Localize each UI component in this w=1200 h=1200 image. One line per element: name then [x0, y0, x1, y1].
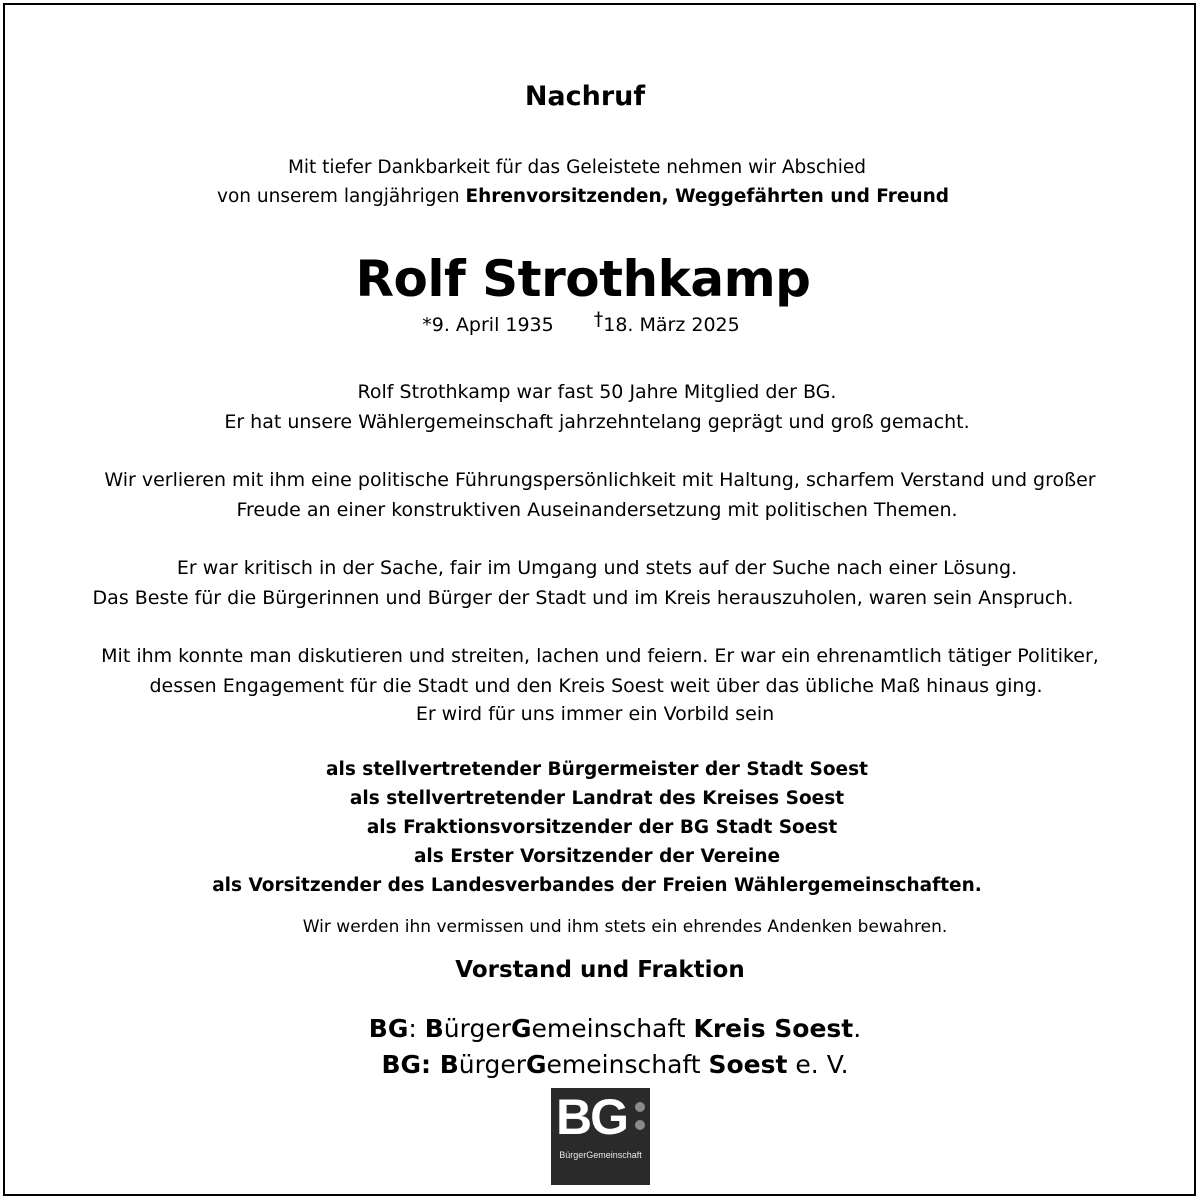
org-stadt-part: emeinschaft: [546, 1050, 709, 1079]
org-kreis-part: emeinschaft: [531, 1014, 694, 1043]
intro-line-1: Mit tiefer Dankbarkeit für das Geleistete nehmen wir Abschied: [287, 157, 867, 178]
paragraph-4-line-3: Er wird für uns immer ein Vorbild sein: [415, 703, 775, 725]
intro-line-2-plain: von unserem langjährigen: [217, 186, 466, 207]
intro-line-2: [0, 186, 1183, 208]
org-stadt-soest: [15, 1050, 1200, 1080]
life-dates: [0, 308, 1181, 337]
org-kreis-part: Kreis Soest: [693, 1014, 854, 1043]
paragraph-3-line-1: Er war kritisch in der Sache, fair im Umgang und stets auf der Suche nach einer Lösung.: [176, 557, 1018, 579]
org-kreis-part: G: [511, 1014, 532, 1043]
colon-dots-icon: [635, 1102, 645, 1132]
paragraph-1-line-1: Rolf Strothkamp war fast 50 Jahre Mitglied der BG.: [357, 381, 837, 403]
role-item: als stellvertretender Bürgermeister der Stadt Soest: [326, 759, 868, 780]
role-item: als Vorsitzender des Landesverbandes der Freien Wählergemeinschaften.: [212, 875, 982, 896]
bg-logo-mark: BG: [556, 1089, 627, 1145]
deceased-name: Rolf Strothkamp: [355, 250, 811, 308]
org-stadt-part: G: [526, 1050, 547, 1079]
paragraph-4-line-1: Mit ihm konnte man diskutieren und streiten, lachen und feiern. Er war ein ehrenamtlich tätiger Politiker,: [101, 645, 1099, 667]
paragraph-4-line-2: dessen Engagement für die Stadt und den Kreis Soest weit über das übliche Maß hinaus ging.: [149, 675, 1043, 697]
org-kreis-part: B: [424, 1014, 444, 1043]
intro-line-2-bold: Ehrenvorsitzenden, Weggefährten und Freund: [465, 186, 949, 207]
org-kreis-part: BG: [368, 1014, 409, 1043]
org-stadt-part: BG:: [381, 1050, 440, 1079]
org-kreis-soest: [15, 1014, 1200, 1044]
org-stadt-part: ürger: [458, 1050, 527, 1079]
org-stadt-part: B: [439, 1050, 459, 1079]
cross-icon: †: [593, 308, 604, 330]
org-stadt-part: Soest: [708, 1050, 788, 1079]
closing-line: Wir werden ihn vermissen und ihm stets ein ehrendes Andenken bewahren.: [302, 917, 948, 937]
role-item: als stellvertretender Landrat des Kreises Soest: [349, 788, 845, 809]
bg-logo: [551, 1088, 650, 1185]
org-kreis-part: .: [853, 1014, 862, 1043]
bg-logo-subtitle: BürgerGemeinschaft: [559, 1150, 642, 1160]
paragraph-3-line-2: Das Beste für die Bürgerinnen und Bürger der Stadt und im Kreis herauszuholen, waren sein Anspruch.: [92, 587, 1074, 609]
paragraph-2-line-2: Freude an einer konstruktiven Auseinandersetzung mit politischen Themen.: [236, 499, 958, 521]
org-stadt-part: e. V.: [787, 1050, 849, 1079]
paragraph-2-line-1: Wir verlieren mit ihm eine politische Führungspersönlichkeit mit Haltung, scharfem Verstand und großer: [104, 469, 1096, 491]
birth-date: *9. April 1935: [422, 314, 554, 336]
page-title: Nachruf: [524, 81, 646, 112]
death-date: 18. März 2025: [603, 314, 740, 336]
role-item: als Fraktionsvorsitzender der BG Stadt Soest: [366, 817, 838, 838]
paragraph-1-line-2: Er hat unsere Wählergemeinschaft jahrzehntelang geprägt und groß gemacht.: [224, 411, 970, 433]
org-kreis-part: :: [408, 1014, 425, 1043]
org-kreis-part: ürger: [443, 1014, 511, 1043]
signoff: Vorstand und Fraktion: [455, 957, 745, 983]
role-item: als Erster Vorsitzender der Vereine: [413, 846, 781, 867]
